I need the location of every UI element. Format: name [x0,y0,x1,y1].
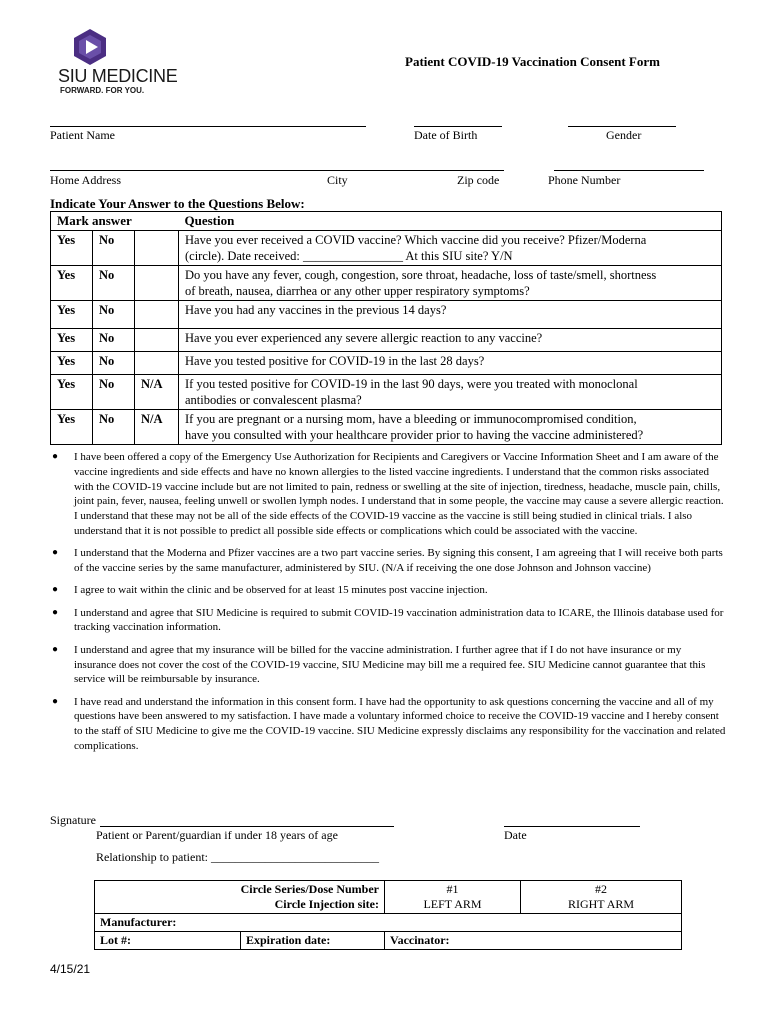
questions-table [50,211,722,445]
table-row [95,932,682,950]
empty-cell [135,231,179,266]
yes-option[interactable]: Yes [51,352,93,375]
question-row [51,301,722,329]
no-option[interactable]: No [93,301,135,329]
city-label: City [327,173,348,187]
yes-option[interactable]: Yes [51,231,93,266]
no-option[interactable]: No [93,352,135,375]
no-option[interactable]: No [93,266,135,301]
gender-field[interactable] [568,126,676,127]
empty-cell [135,352,179,375]
table-row [95,914,682,932]
dose-2-option[interactable]: #2 RIGHT ARM [521,881,682,914]
question-text: Have you ever received a COVID vaccine? Which vaccine did you receive? Pfizer/Moderna (circle). Date received: ________________ At this SIU site? Y/N [179,231,722,266]
table-row [95,881,682,914]
question-row [51,266,722,301]
yes-option[interactable]: Yes [51,329,93,352]
no-option[interactable]: No [93,231,135,266]
date-field[interactable] [504,826,640,827]
bullet-icon: ● [52,451,59,462]
patient-name-label: Patient Name [50,128,115,142]
patient-name-field[interactable] [50,126,366,127]
bullet-icon: ● [52,643,59,655]
list-item: ● I understand and agree that SIU Medicine is required to submit COVID-19 vaccination administration data to ICARE, the Illinois database used for tracking vaccination information. [52,606,724,634]
yes-option[interactable]: Yes [51,301,93,329]
date-of-birth-field[interactable] [414,126,502,127]
questions-header-row [51,212,722,231]
question-text: If you tested positive for COVID-19 in the last 90 days, were you treated with monoclonal antibodies or convalescent plasma? [179,375,722,410]
dose-1-option[interactable]: #1 LEFT ARM [385,881,521,914]
siu-medicine-logo-icon [72,28,108,66]
question-text: Do you have any fever, cough, congestion, sore throat, headache, loss of taste/smell, shortness of breath, nausea, diarrhea or any other upper respiratory symptoms? [179,266,722,301]
patient-guardian-label: Patient or Parent/guardian if under 18 years of age [96,828,338,842]
relationship-field[interactable]: Relationship to patient: ____________________________ [96,850,379,864]
no-option[interactable]: No [93,375,135,410]
list-item: ● I have read and understand the information in this consent form. I have had the opportunity to ask questions concerning the vaccine and all of my questions have been answered to my satisfaction. I have made a voluntary informed choice to receive the COVID-19 vaccine and I hereby consent to the staff of SIU Medicine to give me the COVID-19 vaccine. SIU Medicine expressly disclaims any responsibility for the vaccination and related complications. [52,695,726,753]
signature-field[interactable] [100,826,394,827]
mark-answer-header: Mark answer [51,212,179,231]
yes-option[interactable]: Yes [51,410,93,445]
bullet-icon: ● [52,695,59,707]
expiration-field[interactable]: Expiration date: [241,932,385,950]
yes-option[interactable]: Yes [51,266,93,301]
bullet-icon: ● [52,606,59,618]
list-item: ● I understand that the Moderna and Pfizer vaccines are a two part vaccine series. By signing this consent, I am agreeing that I will receive both parts of the vaccine series by the same manufacturer, administered by SIU. (N/A if receiving the one dose Johnson and Johnson vaccine) [52,547,723,575]
home-address-field[interactable] [50,170,504,171]
vaccinator-field[interactable]: Vaccinator: [385,932,682,950]
question-text: Have you tested positive for COVID-19 in the last 28 days? [179,352,722,375]
logo-name: SIU MEDICINE [58,66,178,86]
list-item: ● I agree to wait within the clinic and be observed for at least 15 minutes post vaccine injection. [52,584,488,597]
na-option[interactable]: N/A [135,375,179,410]
zip-code-label: Zip code [457,173,500,187]
signature-label: Signature [50,813,96,827]
question-text: Have you ever experienced any severe allergic reaction to any vaccine? [179,329,722,352]
question-row [51,231,722,266]
list-item: ● I have been offered a copy of the Emergency Use Authorization for Recipients and Caregivers or Vaccine Information Sheet and I am aware of the vaccine ingredients and side effects and have no known allergies to the listed vaccine ingredients. I understand that the common risks associated with the COVID-19 vaccine include but are not limited to pain, redness or swelling at the site of injection, tiredness, headache, muscle pain, chills, joint pain, fever, nausea, feeling unwell or swollen lymph nodes. I understand that in some people, the vaccine may cause a severe allergic reaction. I understand that these may not be all of the side effects of the COVID-19 vaccine as the vaccine is still being studied in clinical trials. I also understand that it is not possible to predict all possible side effects or complications which could be associated with the vaccine. [52,451,724,537]
phone-number-field[interactable] [554,170,704,171]
form-version-date: 4/15/21 [50,962,91,976]
lot-field[interactable]: Lot #: [95,932,241,950]
gender-label: Gender [606,128,642,142]
empty-cell [135,329,179,352]
no-option[interactable]: No [93,329,135,352]
phone-number-label: Phone Number [548,173,621,187]
manufacturer-field[interactable]: Manufacturer: [95,914,682,932]
date-of-birth-label: Date of Birth [414,128,478,142]
question-text: If you are pregnant or a nursing mom, have a bleeding or immunocompromised condition, have you consulted with your healthcare provider prior to having the vaccine administered? [179,410,722,445]
empty-cell [135,301,179,329]
date-label: Date [504,828,527,842]
series-label: Circle Series/Dose Number Circle Injection site: [95,881,385,914]
question-row [51,352,722,375]
home-address-label: Home Address [50,173,121,187]
bullet-icon: ● [52,547,59,559]
list-item: ● I understand and agree that my insurance will be billed for the vaccine administration. I further agree that if I do not have insurance or my insurance does not cover the cost of the COVID-19 vaccine, SIU Medicine may bill me a required fee. SIU Medicine cannot guarantee that this service will be reimbursable by insurance. [52,643,706,686]
bullet-icon: ● [52,584,59,596]
logo-tagline: FORWARD. FOR YOU. [60,86,145,95]
question-row [51,410,722,445]
page-title: Patient COVID-19 Vaccination Consent Form [405,54,660,69]
question-row [51,329,722,352]
question-row [51,375,722,410]
na-option[interactable]: N/A [135,410,179,445]
question-text: Have you had any vaccines in the previous 14 days? [179,301,722,329]
questions-heading: Indicate Your Answer to the Questions Below: [50,196,305,211]
no-option[interactable]: No [93,410,135,445]
yes-option[interactable]: Yes [51,375,93,410]
vaccine-admin-table [94,880,682,950]
question-header: Question [179,212,722,231]
consent-statements [50,450,726,761]
empty-cell [135,266,179,301]
